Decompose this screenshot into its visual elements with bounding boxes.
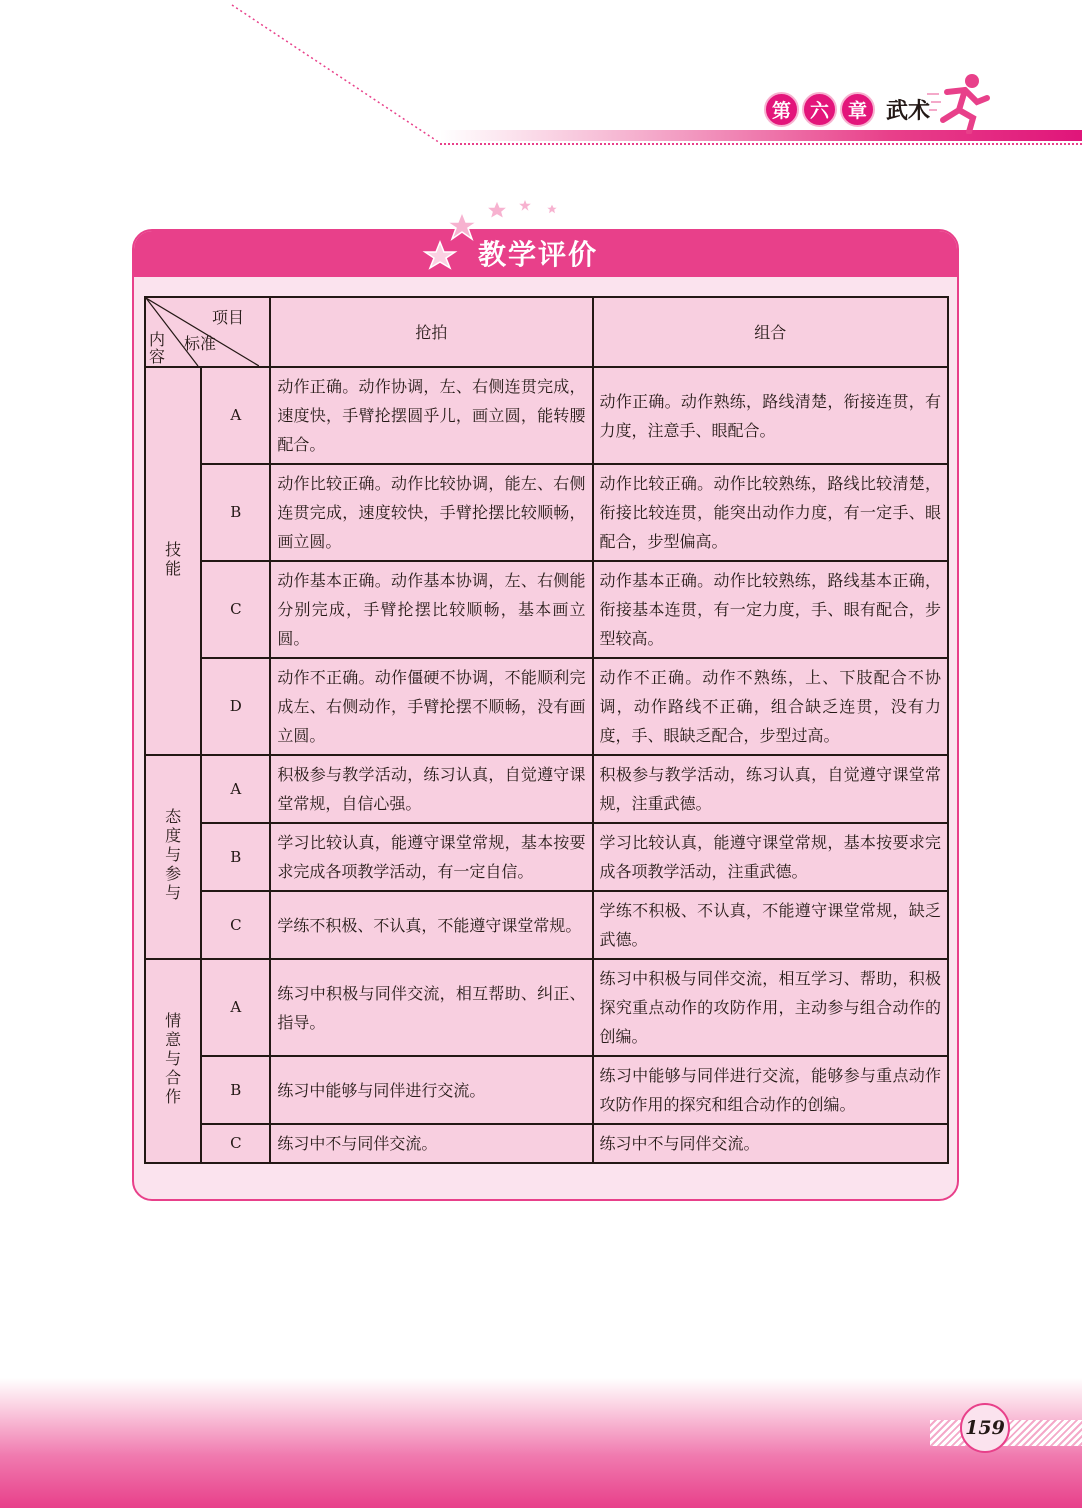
qiangpai-cell: 练习中能够与同伴进行交流。	[270, 1056, 592, 1124]
category-attitude	[145, 755, 201, 959]
corner-label-item: 项目	[212, 308, 245, 327]
table-row	[145, 1056, 948, 1124]
grade-cell: C	[201, 1124, 270, 1163]
qiangpai-cell: 动作正确。动作协调，左、右侧连贯完成，速度快，手臂抡摆圆乎儿，画立圆，能转腰配合。	[270, 367, 592, 464]
category-label: 情意与合作	[165, 1011, 182, 1106]
zuhe-cell: 学练不积极、不认真，不能遵守课堂常规，缺乏武德。	[593, 891, 948, 959]
page-number: 159	[960, 1403, 1010, 1453]
chapter-heading	[764, 92, 930, 126]
table-row	[145, 464, 948, 561]
evaluation-table	[144, 296, 949, 1164]
table-row	[145, 959, 948, 1056]
section-title: 教学评价	[478, 238, 599, 271]
zuhe-cell: 学习比较认真，能遵守课堂常规，基本按要求完成各项教学活动，注重武德。	[593, 823, 948, 891]
qiangpai-cell: 练习中不与同伴交流。	[270, 1124, 592, 1163]
table-row	[145, 658, 948, 755]
grade-cell: C	[201, 561, 270, 658]
zuhe-cell: 练习中积极与同伴交流，相互学习、帮助，积极探究重点动作的攻防作用，主动参与组合动作的创编。	[593, 959, 948, 1056]
category-skill	[145, 367, 201, 755]
chapter-char-2: 六	[802, 92, 837, 127]
qiangpai-cell: 动作不正确。动作僵硬不协调，不能顺利完成左、右侧动作，手臂抡摆不顺畅，没有画立圆。	[270, 658, 592, 755]
table-row	[145, 367, 948, 464]
qiangpai-cell: 练习中积极与同伴交流，相互帮助、纠正、指导。	[270, 959, 592, 1056]
column-header-qiangpai: 抢拍	[270, 297, 592, 367]
category-emotion-cooperation	[145, 959, 201, 1163]
grade-cell: B	[201, 823, 270, 891]
zuhe-cell: 动作比较正确。动作比较熟练，路线比较清楚，衔接比较连贯，能突出动作力度，有一定手、眼配合，步型偏高。	[593, 464, 948, 561]
zuhe-cell: 练习中能够与同伴进行交流，能够参与重点动作攻防作用的探究和组合动作的创编。	[593, 1056, 948, 1124]
grade-cell: B	[201, 1056, 270, 1124]
table-row	[145, 1124, 948, 1163]
grade-cell: A	[201, 755, 270, 823]
grade-cell: C	[201, 891, 270, 959]
table-row	[145, 891, 948, 959]
grade-cell: A	[201, 959, 270, 1056]
table-row	[145, 561, 948, 658]
qiangpai-cell: 学习比较认真，能遵守课堂常规，基本按要求完成各项教学活动，有一定自信。	[270, 823, 592, 891]
column-header-zuhe: 组合	[593, 297, 948, 367]
chapter-char-1: 第	[764, 92, 799, 127]
zuhe-cell: 动作正确。动作熟练，路线清楚，衔接连贯，有力度，注意手、眼配合。	[593, 367, 948, 464]
zuhe-cell: 动作基本正确。动作比较熟练，路线基本正确，衔接基本连贯，有一定力度，手、眼有配合，步型较高。	[593, 561, 948, 658]
table-header-row	[145, 297, 948, 367]
category-label: 态度与参与	[165, 807, 182, 902]
zuhe-cell: 动作不正确。动作不熟练，上、下肢配合不协调，动作路线不正确，组合缺乏连贯，没有力度，手、眼缺乏配合，步型过高。	[593, 658, 948, 755]
table-row	[145, 755, 948, 823]
grade-cell: B	[201, 464, 270, 561]
qiangpai-cell: 积极参与教学活动，练习认真，自觉遵守课堂常规，自信心强。	[270, 755, 592, 823]
grade-cell: D	[201, 658, 270, 755]
zuhe-cell: 积极参与教学活动，练习认真，自觉遵守课堂常规，注重武德。	[593, 755, 948, 823]
zuhe-cell: 练习中不与同伴交流。	[593, 1124, 948, 1163]
category-label: 技能	[165, 539, 182, 578]
footer-gradient-band	[0, 1378, 1082, 1508]
chapter-char-3: 章	[840, 92, 875, 127]
table-corner-cell	[145, 297, 270, 367]
qiangpai-cell: 动作比较正确。动作比较协调，能左、右侧连贯完成，速度较快，手臂抡摆比较顺畅，画立圆。	[270, 464, 592, 561]
header-dotted-rule	[440, 143, 1082, 145]
header-diagonal-dotted-line	[0, 0, 450, 150]
corner-label-standard: 标准	[184, 334, 217, 353]
grade-cell: A	[201, 367, 270, 464]
corner-label-content: 内容	[149, 330, 166, 366]
table-row	[145, 823, 948, 891]
chapter-name: 武术	[886, 97, 931, 124]
qiangpai-cell: 动作基本正确。动作基本协调，左、右侧能分别完成，手臂抡摆比较顺畅，基本画立圆。	[270, 561, 592, 658]
qiangpai-cell: 学练不积极、不认真，不能遵守课堂常规。	[270, 891, 592, 959]
running-figure-icon	[925, 72, 995, 134]
